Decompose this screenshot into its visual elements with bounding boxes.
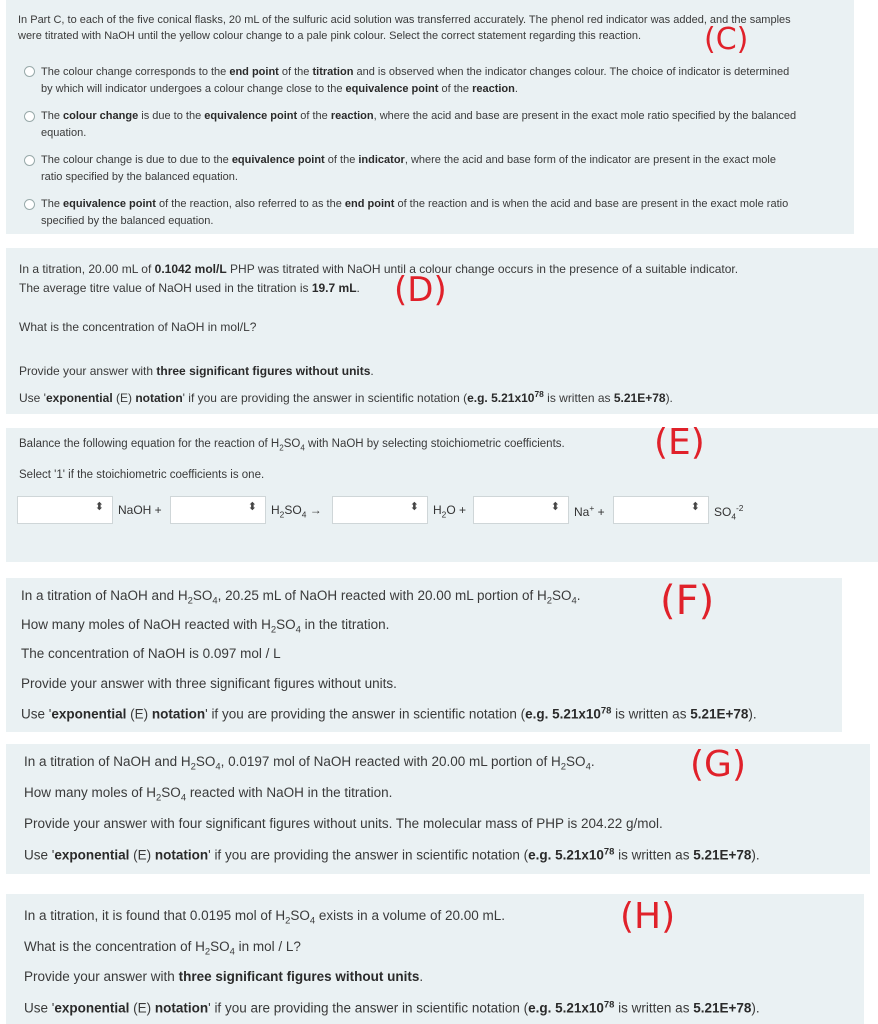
question-f-line-2: How many moles of NaOH reacted with $H_2SO_4$ in the titration. xyxy=(21,617,390,636)
option-radio-4[interactable] xyxy=(24,199,35,210)
coefficient-select-h2so4[interactable] xyxy=(170,496,266,524)
question-h-line-1: In a titration, it is found that 0.0195 mol of $H_2SO_4$ exists in a volume of 20.00 mL. xyxy=(24,908,506,927)
coefficient-select-h2o[interactable] xyxy=(332,496,428,524)
species-h2o: $H_2O$ + xyxy=(433,503,467,520)
question-c-text: In Part C, to each of the five conical flasks, 20 mL of the sulfuric acid solution was transferred accurately. The phenol red indicator was added, and the samples were titrated with NaOH until the yellow colour change to a pale pink colour. Select the correct statement regarding this reaction. xyxy=(18,14,791,42)
question-d-prompt: What is the concentration of NaOH in mol/L? xyxy=(19,320,257,334)
question-e-line-1: Balance the following equation for the reaction of $H_2SO_4$ with NaOH by selecting stoichiometric coefficients. xyxy=(19,438,565,453)
question-f-line-3: The concentration of NaOH is 0.097 mol / L xyxy=(21,646,281,661)
species-naoh: NaOH + xyxy=(118,503,162,517)
question-f-line-4: Provide your answer with three significant figures without units. xyxy=(21,676,397,691)
question-f-line-1: In a titration of NaOH and $H_2SO_4$, 20.25 mL of NaOH reacted with 20.00 mL portion of $H_2SO_4$. xyxy=(21,588,581,607)
question-d-sigfig: Provide your answer with three significant figures without units. xyxy=(19,364,374,378)
select-arrow-icon: ⬍ xyxy=(690,501,700,513)
species-so4: $SO_4^{-2}$ xyxy=(714,503,744,522)
question-g-notation: Use 'exponential (E) notation' if you are providing the answer in scientific notation (e.g. $5.21x10^{78}$ is written as 5.21E+78). xyxy=(24,846,760,863)
question-g-line-1: In a titration of NaOH and $H_2SO_4$, 0.0197 mol of NaOH reacted with 20.00 mL portion of $H_2SO_4$. xyxy=(24,754,595,773)
species-h2so4: $H_2SO_4$ → xyxy=(271,503,322,520)
handwritten-mark-c: (C) xyxy=(704,22,749,57)
handwritten-mark-g: (G) xyxy=(690,744,746,785)
question-d-line-1: In a titration, 20.00 mL of 0.1042 mol/L PHP was titrated with NaOH until a colour change occurs in the presence of a suitable indicator. xyxy=(19,262,739,276)
question-f-notation: Use 'exponential (E) notation' if you are providing the answer in scientific notation (e.g. $5.21x10^{78}$ is written as 5.21E+78). xyxy=(21,705,757,722)
select-arrow-icon: ⬍ xyxy=(409,501,419,513)
select-arrow-icon: ⬍ xyxy=(247,501,257,513)
question-e-line-2: Select '1' if the stoichiometric coefficients is one. xyxy=(19,469,265,481)
question-d-notation: Use 'exponential (E) notation' if you are providing the answer in scientific notation (e.g. $5.21x10^{78}$ is written as 5.21E+78). xyxy=(19,389,673,405)
option-radio-3[interactable] xyxy=(24,155,35,166)
handwritten-mark-h: (H) xyxy=(620,896,676,937)
species-na: Na+ + xyxy=(574,503,605,519)
option-radio-2[interactable] xyxy=(24,111,35,122)
handwritten-mark-d: (D) xyxy=(394,270,447,310)
question-h-sigfig: Provide your answer with three significant figures without units. xyxy=(24,969,424,984)
option-radio-1[interactable] xyxy=(24,66,35,77)
handwritten-mark-e: (E) xyxy=(654,422,705,463)
select-arrow-icon: ⬍ xyxy=(94,501,104,513)
option-text-2[interactable]: The colour change is due to the equivalence point of the reaction, where the acid and base are present in the exact mole ratio specified by the balanced equation. xyxy=(41,110,797,139)
question-d-line-2: The average titre value of NaOH used in the titration is 19.7 mL. xyxy=(19,281,360,295)
select-arrow-icon: ⬍ xyxy=(550,501,560,513)
option-text-4[interactable]: The equivalence point of the reaction, also referred to as the end point of the reaction and is when the acid and base are present in the exact mole ratio specified by the balanced equation. xyxy=(41,198,789,227)
coefficient-select-na[interactable] xyxy=(473,496,569,524)
question-g-line-3: Provide your answer with four significant figures without units. The molecular mass of PHP is 204.22 g/mol. xyxy=(24,816,663,831)
option-text-3[interactable]: The colour change is due to due to the equivalence point of the indicator, where the acid and base form of the indicator are present in the exact mole ratio specified by the balanced equation. xyxy=(41,154,776,183)
coefficient-select-so4[interactable] xyxy=(613,496,709,524)
handwritten-mark-f: (F) xyxy=(660,578,715,624)
coefficient-select-naoh[interactable] xyxy=(17,496,113,524)
question-h-notation: Use 'exponential (E) notation' if you are providing the answer in scientific notation (e.g. $5.21x10^{78}$ is written as 5.21E+78). xyxy=(24,999,760,1016)
question-g-line-2: How many moles of $H_2SO_4$ reacted with NaOH in the titration. xyxy=(24,785,393,804)
question-h-line-2: What is the concentration of $H_2SO_4$ in mol / L? xyxy=(24,939,301,958)
option-text-1[interactable]: The colour change corresponds to the end point of the titration and is observed when the indicator changes colour. The choice of indicator is determined by which will indicator undergoes a colour change close to the equivalence point of the reaction. xyxy=(41,66,790,95)
